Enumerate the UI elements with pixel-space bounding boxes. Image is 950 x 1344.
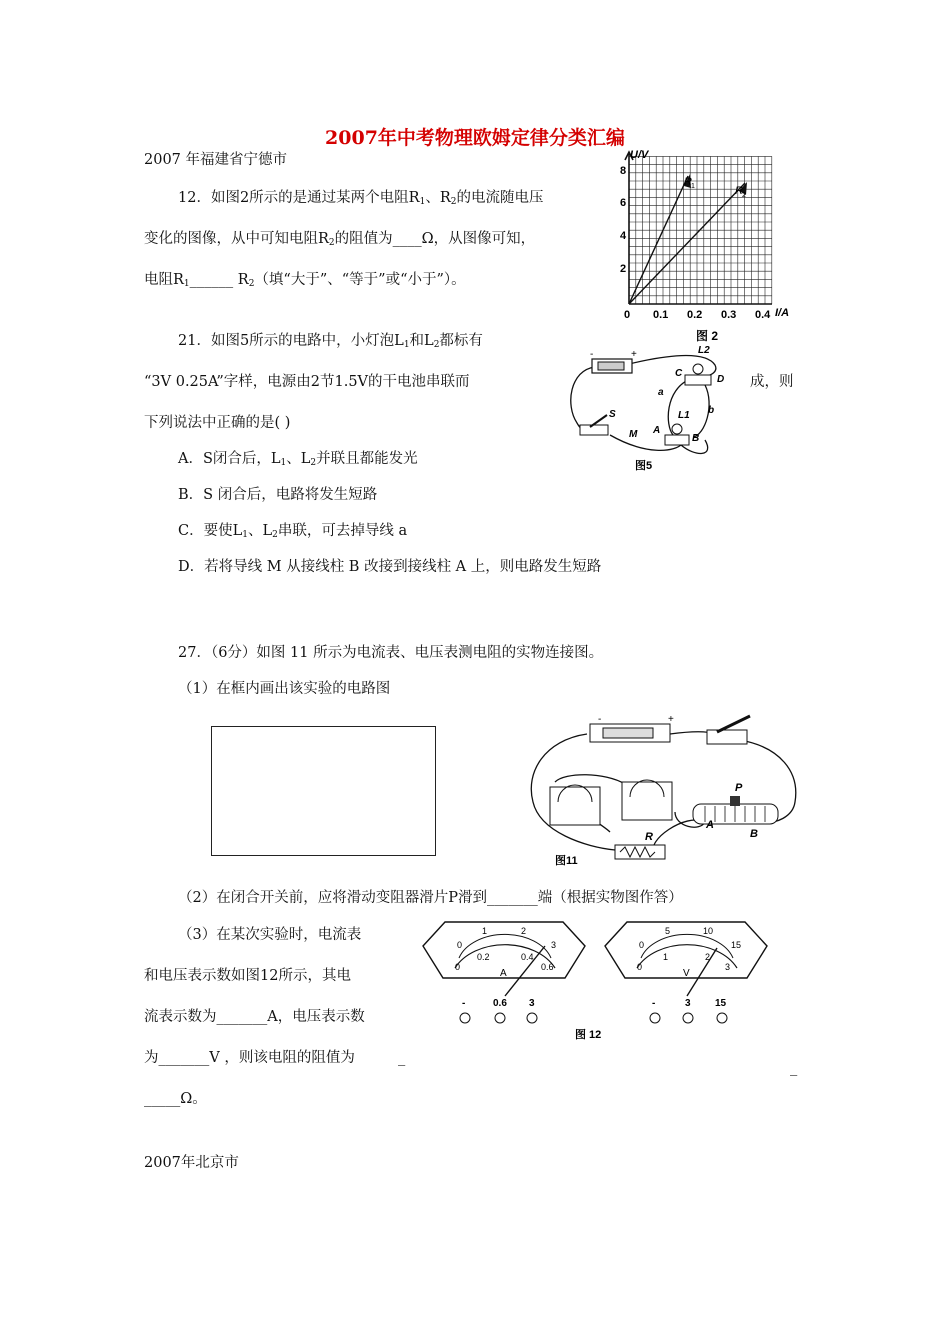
q12-line2: 变化的图像，从中可知电阻$R_2$的阻值为____Ω，从图像可知， [144, 231, 536, 248]
q21-line1: 21．如图5所示的电路中，小灯泡$L_1$和$L_2$都标有 [178, 333, 483, 350]
ammeter-bottom-tick: 0.4 [521, 952, 534, 962]
q27-line1: 27．（6分）如图 11 所示为电流表、电压表测电阻的实物连接图。 [178, 645, 604, 661]
blank-mark: _ [790, 1060, 798, 1076]
x-tick: 0.2 [687, 309, 703, 321]
d-label: D [717, 374, 725, 385]
q21-line2: “3V 0.25A”字样，电源由2节1.5V的干电池串联而 [144, 374, 470, 390]
y-tick: 8 [620, 165, 627, 177]
voltmeter-top-tick: 10 [703, 926, 714, 936]
figure-5-circuit [565, 345, 750, 475]
q12-line1: 12．如图2所示的是通过某两个电阻$R_1$、$R_2$的电流随电压 [178, 190, 544, 207]
y-tick: 4 [620, 230, 627, 242]
ammeter-bottom-tick: 0.2 [477, 952, 490, 962]
r1-label: R [684, 176, 692, 188]
circuit-drawing-box [211, 726, 436, 856]
ammeter-top-tick: 0 [457, 940, 463, 950]
voltmeter-top-tick: 5 [665, 926, 671, 936]
plus-label: + [631, 349, 637, 360]
minus-label: - [598, 714, 602, 725]
s-label: S [609, 409, 616, 420]
figure-5-caption: 图5 [635, 460, 653, 472]
voltmeter-top-tick: 0 [639, 940, 645, 950]
q27-part3-line1: （3）在某次实验时，电流表 [178, 927, 362, 943]
ammeter-bottom-tick: 0 [455, 962, 461, 972]
r2-label: R [735, 185, 743, 197]
blank-mark: _ [398, 1050, 406, 1066]
l2-label: L2 [698, 345, 710, 356]
q12-line3: 电阻$R_1\_\_\_\_\_\_$ $R_2$（填“大于”、“等于”或“小于”）。 [144, 272, 466, 289]
x-tick: 0.1 [653, 309, 669, 321]
q27-part1: （1）在框内画出该实验的电路图 [178, 681, 391, 697]
x-axis-label: I/A [775, 307, 790, 319]
x-tick: 0.4 [755, 309, 771, 321]
line-r1 [629, 176, 688, 304]
y-tick: 2 [620, 263, 627, 275]
y-tick: 6 [620, 197, 627, 209]
voltmeter-bottom-tick: 1 [663, 952, 669, 962]
q21-option-b: B．S 闭合后，电路将发生短路 [178, 487, 378, 503]
figure-12-caption: 图 12 [575, 1029, 602, 1041]
voltmeter-top-tick: 15 [731, 940, 742, 950]
q21-option-c: C．要使$L_1$、$L_2$串联，可去掉导线 a [178, 523, 408, 540]
line-r2 [629, 183, 745, 304]
q27-part3-line3: 流表示数为_______A，电压表示数 [144, 1009, 365, 1025]
r-label: R [645, 831, 653, 843]
ammeter-unit: A [500, 968, 507, 979]
a-wire-label: a [658, 387, 664, 398]
q27-part3-line5: _____Ω。 [144, 1091, 207, 1107]
q21-line2-end: 成，则 [750, 374, 794, 390]
x-tick: 0 [624, 309, 631, 321]
q27-part3-line4: 为_______V ，则该电阻的阻值为 [144, 1050, 355, 1066]
y-axis-label: U/V [630, 149, 649, 161]
section-region: 2007年北京市 [144, 1155, 239, 1171]
figure-11-caption: 图11 [555, 855, 578, 867]
page-title: 2007年中考物理欧姆定律分类汇编 [325, 127, 625, 149]
ammeter-top-tick: 2 [521, 926, 527, 936]
voltmeter-terminal: 15 [715, 998, 727, 1009]
svg-text:1: 1 [691, 183, 695, 190]
voltmeter-bottom-tick: 0 [637, 962, 643, 972]
figure-11-circuit [525, 712, 810, 870]
a-terminal-label: A [653, 425, 661, 436]
ammeter-terminal: 3 [529, 998, 535, 1009]
svg-text:2: 2 [742, 192, 746, 199]
b-wire-label: b [708, 405, 715, 416]
q21-line3: 下列说法中正确的是( ) [144, 415, 291, 431]
q27-part2: （2）在闭合开关前，应将滑动变阻器滑片P滑到_______端（根据实物图作答） [178, 890, 683, 906]
p-label: P [735, 782, 743, 794]
b-terminal-label: B [750, 828, 758, 840]
l1-label: L1 [678, 410, 690, 421]
minus-label: - [590, 349, 594, 360]
x-tick: 0.3 [721, 309, 737, 321]
ammeter-terminal: - [462, 998, 466, 1009]
ammeter-top-tick: 3 [551, 940, 557, 950]
section-region: 2007 年福建省宁德市 [144, 152, 288, 168]
ammeter-bottom-tick: 0.6 [541, 962, 554, 972]
voltmeter-bottom-tick: 3 [725, 962, 731, 972]
q27-part3-line2: 和电压表示数如图12所示，其电 [144, 968, 351, 984]
ammeter-terminal: 0.6 [493, 998, 507, 1009]
b-terminal-label: B [692, 433, 700, 444]
figure-12-meters [415, 918, 775, 1043]
a-terminal-label: A [706, 819, 714, 831]
c-label: C [675, 368, 683, 379]
q21-option-d: D．若将导线 M 从接线柱 B 改接到接线柱 A 上，则电路发生短路 [178, 559, 602, 575]
voltmeter-terminal: - [652, 998, 656, 1009]
m-label: M [629, 429, 638, 440]
q21-option-a: A．S闭合后，$L_1$、$L_2$并联且都能发光 [178, 451, 418, 468]
figure-2-caption: 图 2 [696, 329, 719, 342]
ammeter-top-tick: 1 [482, 926, 488, 936]
voltmeter-bottom-tick: 2 [705, 952, 711, 962]
voltmeter-terminal: 3 [685, 998, 691, 1009]
voltmeter-unit: V [683, 968, 690, 979]
plus-label: + [668, 714, 674, 725]
figure-2-graph [610, 146, 810, 342]
